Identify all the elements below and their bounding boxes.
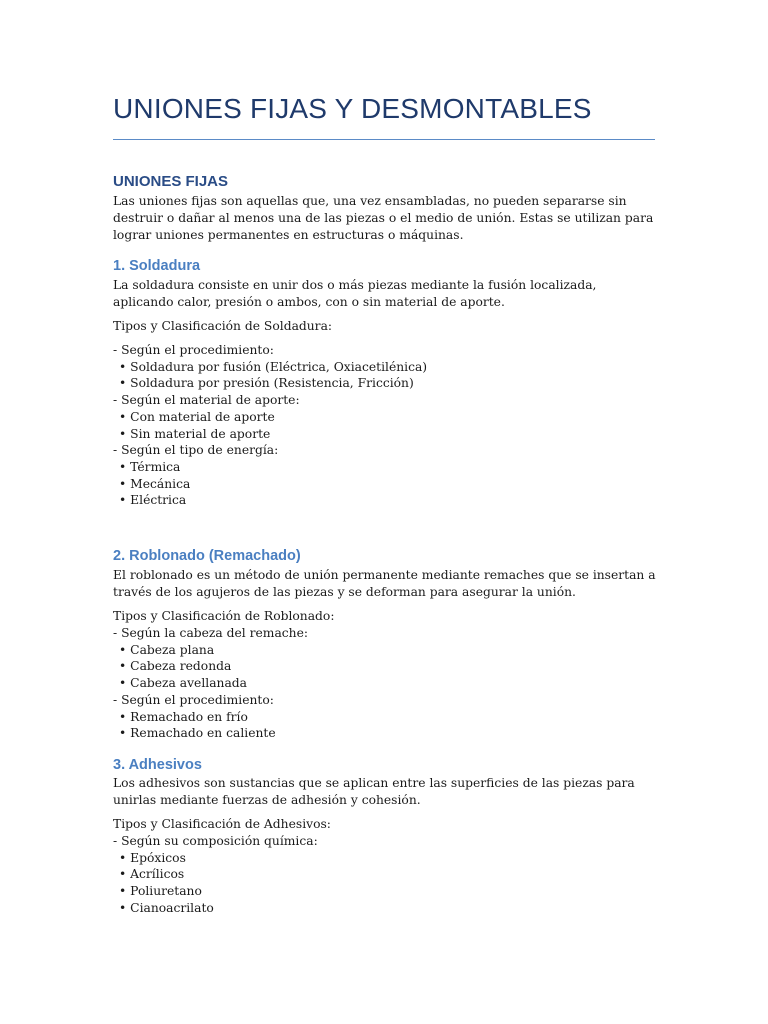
list-item: • Con material de aporte: [119, 409, 275, 424]
heading-roblonado: 2. Roblonado (Remachado): [113, 548, 301, 564]
list-item: • Eléctrica: [119, 493, 187, 508]
heading-adhesivos: 3. Adhesivos: [113, 757, 202, 773]
list-item: - Según el tipo de energía:: [113, 443, 279, 458]
section-heading-uniones-fijas: UNIONES FIJAS: [113, 173, 229, 190]
list-item: • Soldadura por presión (Resistencia, Fricción): [119, 376, 414, 391]
soldadura-types-label: Tipos y Clasificación de Soldadura:: [113, 319, 333, 333]
adhesivos-description: Los adhesivos son sustancias que se aplican entre las superficies de las piezas para unirlas mediante fuerzas de adhesión y cohesión.: [113, 776, 635, 807]
heading-soldadura: 1. Soldadura: [113, 258, 201, 274]
list-item: • Soldadura por fusión (Eléctrica, Oxiacetilénica): [119, 359, 428, 374]
soldadura-description: La soldadura consiste en unir dos o más piezas mediante la fusión localizada, aplicando calor, presión o ambos, con o sin material de aporte.: [113, 278, 597, 309]
roblonado-types-label: Tipos y Clasificación de Roblonado:: [113, 609, 335, 623]
intro-paragraph: Las uniones fijas son aquellas que, una vez ensambladas, no pueden separarse sin destruir o dañar al menos una de las piezas o el medio de unión. Estas se utilizan para lograr uniones permanentes en estructuras o máquinas.: [113, 194, 654, 242]
list-item: • Remachado en caliente: [119, 726, 276, 741]
list-item: • Mecánica: [119, 476, 191, 491]
roblonado-classification-list: [113, 625, 658, 742]
list-item: • Cianoacrilato: [119, 900, 214, 915]
title-divider: [113, 139, 655, 140]
soldadura-classification-list: [113, 342, 658, 509]
list-item: • Térmica: [119, 459, 181, 474]
list-item: - Según el procedimiento:: [113, 692, 274, 707]
adhesivos-types-label: Tipos y Clasificación de Adhesivos:: [113, 817, 331, 831]
list-item: - Según el material de aporte:: [113, 393, 300, 408]
list-item: - Según el procedimiento:: [113, 343, 274, 357]
list-item: • Cabeza avellanada: [119, 676, 247, 691]
list-item: • Cabeza plana: [119, 642, 215, 657]
list-item: - Según su composición química:: [113, 834, 318, 848]
list-item: • Epóxicos: [119, 850, 186, 865]
list-item: • Cabeza redonda: [119, 659, 232, 674]
document-title: UNIONES FIJAS Y DESMONTABLES: [113, 93, 592, 124]
adhesivos-classification-list: [113, 833, 658, 917]
list-item: • Acrílicos: [119, 867, 185, 882]
list-item: - Según la cabeza del remache:: [113, 626, 309, 640]
list-item: • Sin material de aporte: [119, 426, 271, 441]
list-item: • Poliuretano: [119, 884, 202, 899]
roblonado-description: El roblonado es un método de unión permanente mediante remaches que se insertan a través de los agujeros de las piezas y se deforman para asegurar la unión.: [113, 568, 656, 599]
list-item: • Remachado en frío: [119, 709, 248, 724]
